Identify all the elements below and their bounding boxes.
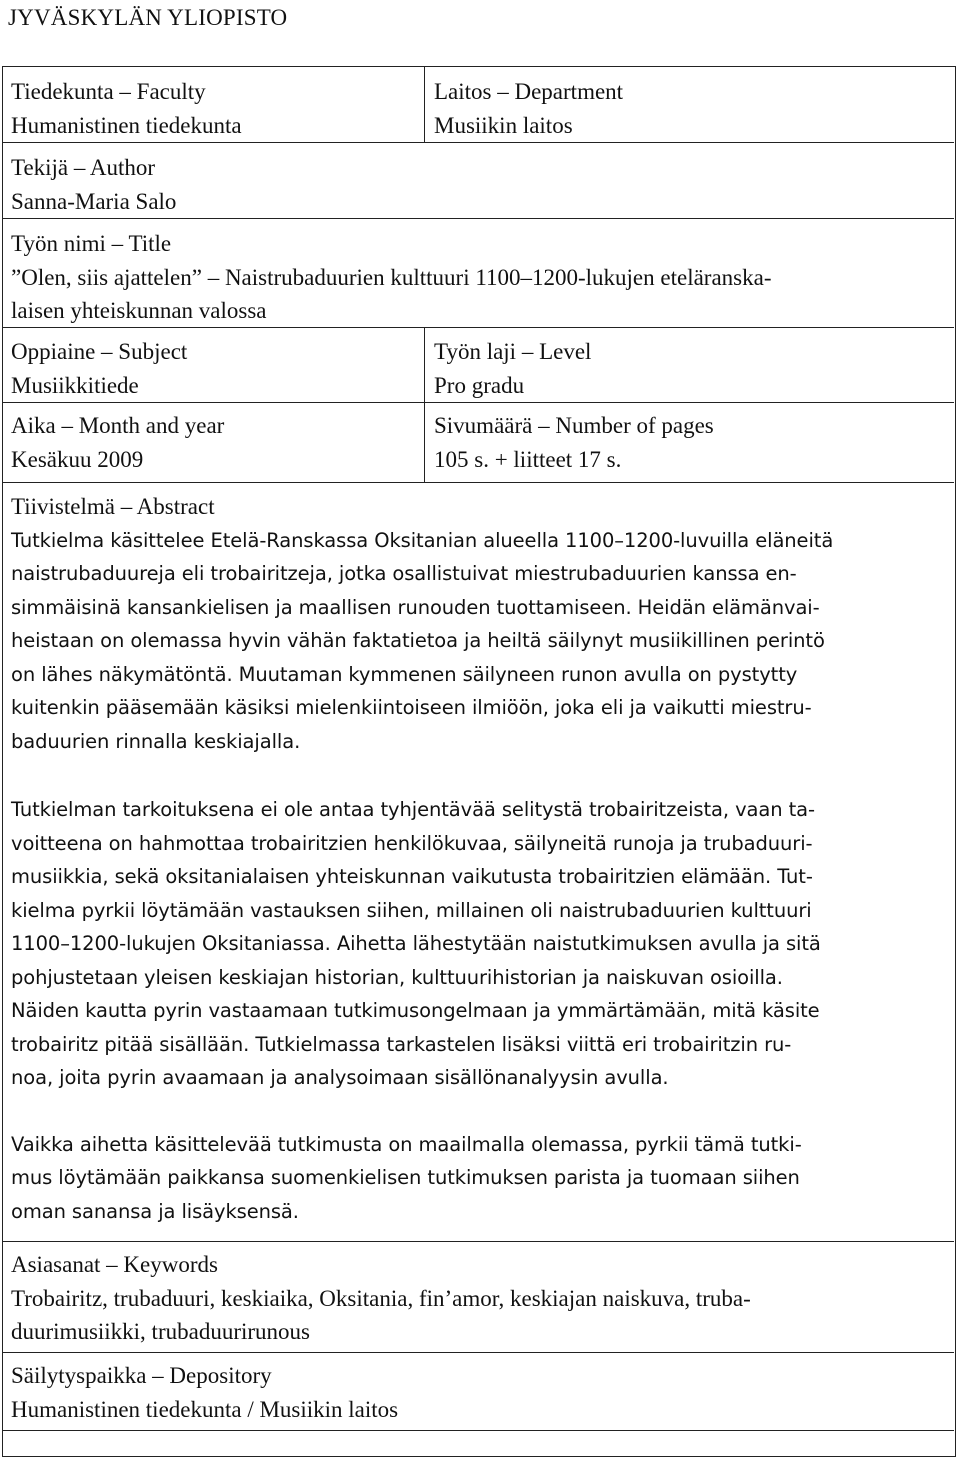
text-line: kuitenkin pääsemään käsiksi mielenkiintoiseen ilmiöön, joka eli ja vaikutti miestru-: [11, 696, 812, 719]
subject-divider: [424, 328, 425, 483]
date-row: [3, 403, 954, 483]
title-line-2: laisen yhteiskunnan valossa: [11, 298, 267, 323]
text-line: naistrubaduureja eli trobairitzeja, jotka osallistuivat miestrubaduurien kanssa en-: [11, 562, 797, 585]
abstract-paragraph-3: [11, 1128, 944, 1229]
title-row: [3, 219, 954, 328]
abstract-paragraph-2: [11, 793, 944, 1095]
level-value: Pro gradu: [434, 372, 525, 398]
date-label: Aika – Month and year: [11, 413, 225, 438]
pages-value: 105 s. + liitteet 17 s.: [434, 446, 622, 472]
date-value: Kesäkuu 2009: [11, 446, 144, 472]
faculty-label: Tiedekunta – Faculty: [11, 79, 206, 104]
depository-label: Säilytyspaikka – Depository: [11, 1363, 272, 1388]
text-line: Tutkielman tarkoituksena ei ole antaa tyhjentävää selitystä trobairitzeista, vaan ta-: [11, 798, 815, 821]
department-label: Laitos – Department: [434, 79, 624, 104]
faculty-divider: [424, 67, 425, 143]
abstract-label: Tiivistelmä – Abstract: [11, 494, 215, 519]
depository-value: Humanistinen tiedekunta / Musiikin laitos: [11, 1396, 399, 1422]
title-label: Työn nimi – Title: [11, 231, 172, 256]
text-line: trobairitz pitää sisällään. Tutkielmassa tarkastelen lisäksi viittä eri trobairitzin ru-: [11, 1032, 792, 1056]
text-line: baduurien rinnalla keskiajalla.: [11, 729, 301, 753]
keywords-line-1: Trobairitz, trubaduuri, keskiaika, Oksitania, fin’amor, keskiajan naiskuva, truba-: [11, 1285, 751, 1311]
keywords-label: Asiasanat – Keywords: [11, 1252, 218, 1277]
subject-label: Oppiaine – Subject: [11, 339, 188, 364]
subject-value: Musiikkitiede: [11, 372, 139, 398]
text-line: kielma pyrkii löytämään vastauksen siihen, millainen oli naistrubaduurien kulttuuri: [11, 898, 812, 922]
level-label: Työn laji – Level: [434, 339, 592, 364]
faculty-row: [3, 67, 954, 143]
text-line: musiikkia, sekä oksitanialaisen yhteiskunnan vaikutusta trobairitzien elämään. Tut-: [11, 865, 813, 888]
text-line: Näiden kautta pyrin vastaamaan tutkimusongelmaan ja ymmärtämään, mitä käsite: [11, 999, 820, 1022]
keywords-row: [3, 1242, 954, 1353]
text-line: voitteena on hahmottaa trobairitzien henkilökuvaa, säilyneitä runoja ja trubaduuri-: [11, 831, 813, 855]
text-line: on lähes näkymätöntä. Muutaman kymmenen säilyneen runon avulla on pystytty: [11, 662, 798, 686]
title-line-1: ”Olen, siis ajattelen” – Naistrubaduurien kulttuuri 1100–1200-lukujen eteläranska-: [11, 264, 772, 290]
depository-row: [3, 1353, 954, 1431]
text-line: pohjustetaan yleisen keskiajan historian, kulttuurihistorian ja naiskuvan osioilla.: [11, 965, 783, 989]
keywords-line-2: duurimusiikki, trubaduurirunous: [11, 1319, 310, 1344]
university-name: JYVÄSKYLÄN YLIOPISTO: [8, 5, 288, 30]
author-row: [3, 143, 954, 219]
abstract-paragraph-1: [11, 524, 944, 759]
text-line: Vaikka aihetta käsittelevää tutkimusta on maailmalla olemassa, pyrkii tämä tutki-: [11, 1132, 802, 1156]
text-line: 1100–1200-lukujen Oksitaniassa. Aihetta lähestytään naistutkimuksen avulla ja sitä: [11, 932, 821, 955]
pages-label: Sivumäärä – Number of pages: [434, 413, 714, 438]
text-line: simmäisinä kansankielisen ja maallisen runouden tuottamiseen. Heidän elämänvai-: [11, 595, 820, 619]
abstract-section: [3, 483, 954, 1242]
text-line: oman sanansa ja lisäyksensä.: [11, 1199, 299, 1223]
abstract-form: [2, 66, 956, 1457]
text-line: heistaan on olemassa hyvin vähän faktatietoa ja heiltä säilynyt musiikillinen perintö: [11, 629, 825, 652]
department-value: Musiikin laitos: [434, 112, 573, 138]
faculty-value: Humanistinen tiedekunta: [11, 112, 242, 138]
author-label: Tekijä – Author: [11, 155, 156, 180]
text-line: Tutkielma käsittelee Etelä-Ranskassa Oksitanian alueella 1100–1200-luvuilla eläneitä: [11, 528, 834, 552]
author-value: Sanna-Maria Salo: [11, 188, 177, 214]
text-line: mus löytämään paikkansa suomenkielisen tutkimuksen parista ja tuomaan siihen: [11, 1166, 800, 1189]
subject-row: [3, 328, 954, 403]
text-line: noa, joita pyrin avaamaan ja analysoimaan sisällönanalyysin avulla.: [11, 1066, 669, 1089]
